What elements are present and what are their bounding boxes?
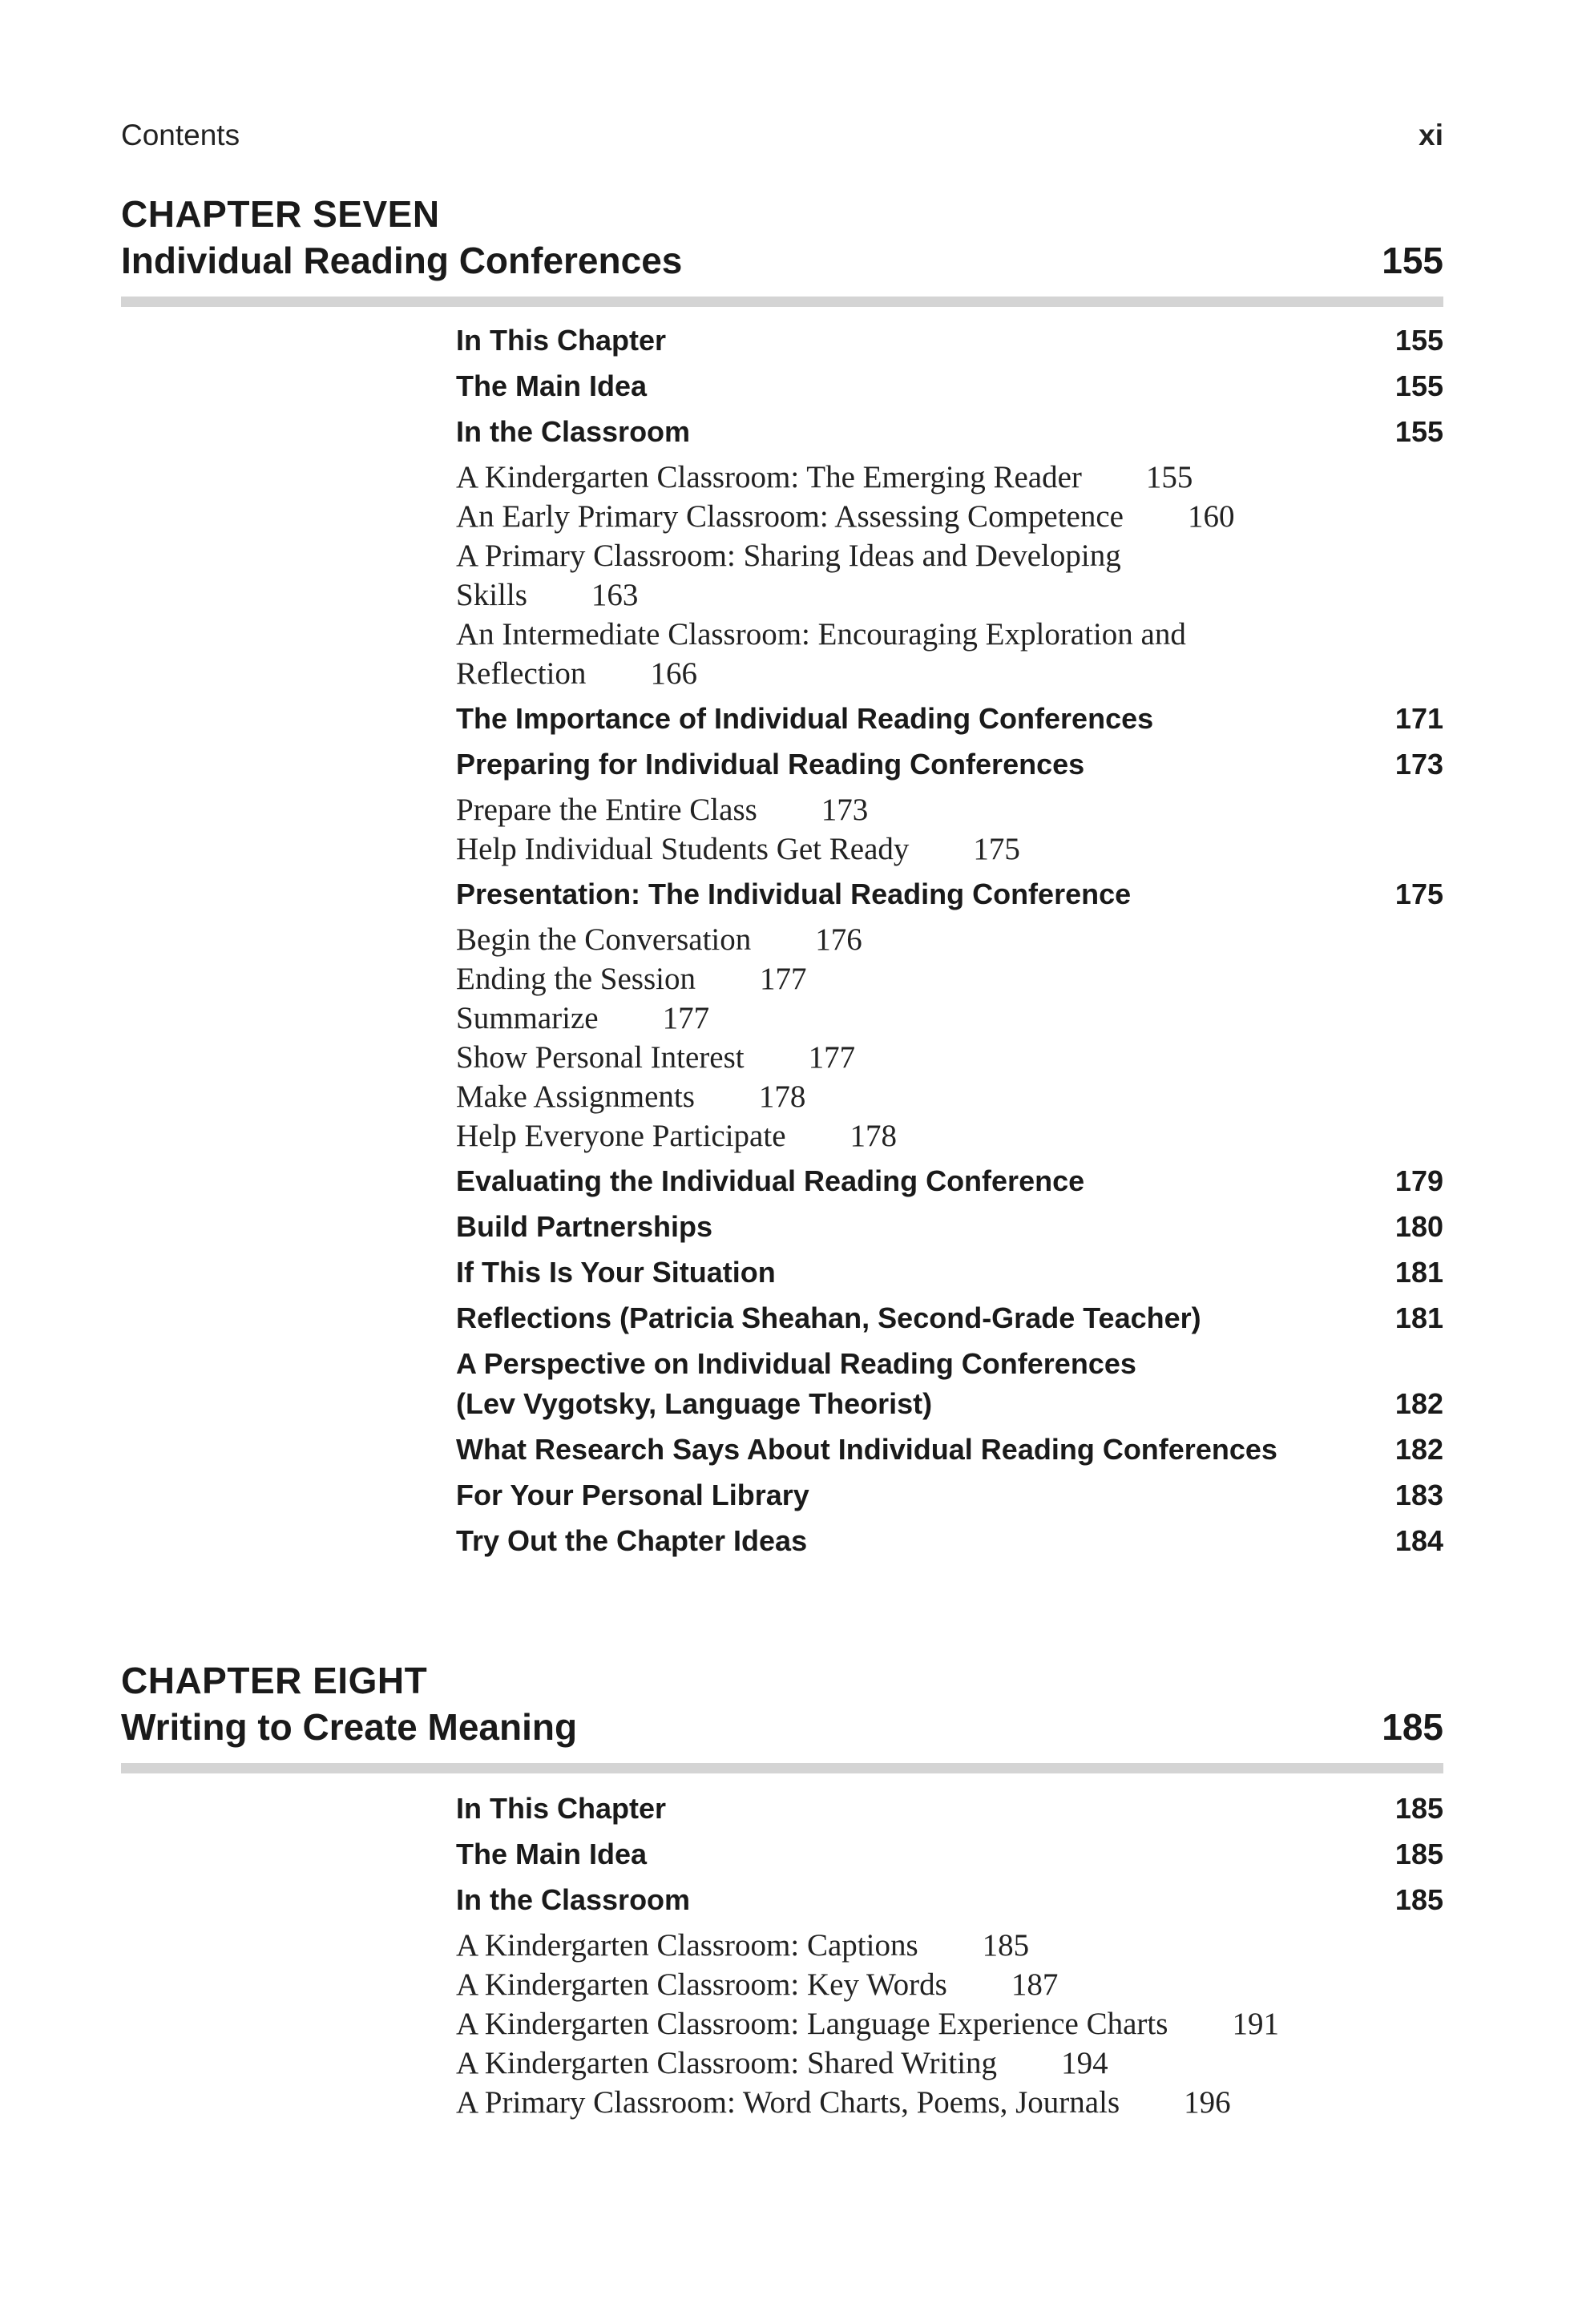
toc-entry[interactable] bbox=[456, 1253, 1443, 1293]
toc-entry-page: 185 bbox=[1394, 1883, 1443, 1916]
toc-subentry-page: 177 bbox=[808, 1040, 856, 1075]
toc-subentry-title-cont: Reflection bbox=[456, 656, 587, 691]
toc-entry[interactable] bbox=[456, 874, 1443, 914]
toc-subentries bbox=[456, 920, 1443, 1156]
toc-subentry[interactable] bbox=[456, 615, 1443, 693]
toc-subentry-title: Show Personal Interest bbox=[456, 1040, 745, 1075]
running-head bbox=[121, 119, 1443, 154]
toc-subentry-title: A Primary Classroom: Word Charts, Poems, Journals bbox=[456, 2085, 1120, 2120]
toc-entry-page: 175 bbox=[1394, 878, 1443, 910]
toc-entry-page: 155 bbox=[1394, 324, 1443, 357]
toc-subentries bbox=[456, 1926, 1443, 2122]
chapter-seven-header bbox=[121, 191, 1443, 307]
chapter-rule bbox=[121, 297, 1443, 307]
toc-subentry-page: 175 bbox=[973, 832, 1020, 866]
toc-subentry-page: 194 bbox=[1061, 2046, 1108, 2080]
toc-entry[interactable] bbox=[456, 1298, 1443, 1338]
toc-entry-page: 184 bbox=[1394, 1524, 1443, 1557]
chapter-rule bbox=[121, 1763, 1443, 1773]
toc-entry-title: The Main Idea bbox=[456, 1838, 648, 1870]
toc-subentry-page: 178 bbox=[758, 1079, 806, 1114]
toc-subentry-title: Summarize bbox=[456, 1001, 599, 1035]
toc-entry-title: In This Chapter bbox=[456, 1792, 667, 1825]
toc-entry-page: 179 bbox=[1394, 1164, 1443, 1197]
toc-subentry-page: 191 bbox=[1232, 2007, 1279, 2041]
toc-entry-title: In This Chapter bbox=[456, 324, 667, 357]
toc-subentry[interactable] bbox=[456, 497, 1443, 536]
toc-subentry-page: 185 bbox=[982, 1928, 1030, 1963]
toc-subentry-title: A Kindergarten Classroom: Shared Writing bbox=[456, 2046, 998, 2080]
toc-entry-page: 182 bbox=[1394, 1387, 1443, 1420]
toc-subentry-title: Make Assignments bbox=[456, 1079, 695, 1114]
toc-subentry-title: Help Individual Students Get Ready bbox=[456, 832, 910, 866]
toc-subentry-title: A Kindergarten Classroom: Language Experience Charts bbox=[456, 2007, 1168, 2041]
toc-subentry-title: A Primary Classroom: Sharing Ideas and Developing bbox=[456, 539, 1121, 573]
toc-entry-title: The Importance of Individual Reading Conferences bbox=[456, 702, 1154, 735]
chapter-title: Writing to Create Meaning bbox=[121, 1706, 578, 1748]
toc-subentry-page: 176 bbox=[815, 922, 862, 957]
toc-subentry[interactable] bbox=[456, 2044, 1443, 2083]
toc-subentry[interactable] bbox=[456, 536, 1443, 615]
toc-entry-page: 183 bbox=[1394, 1479, 1443, 1511]
toc-entry[interactable] bbox=[456, 744, 1443, 785]
toc-entry[interactable] bbox=[456, 1834, 1443, 1874]
chapter-eight-header bbox=[121, 1657, 1443, 1773]
toc-subentry[interactable] bbox=[456, 1077, 1443, 1116]
toc-entry-page: 182 bbox=[1394, 1433, 1443, 1466]
toc-subentry-page: 166 bbox=[650, 656, 697, 691]
running-head-section: Contents bbox=[121, 119, 240, 151]
toc-entry[interactable] bbox=[456, 1161, 1443, 1201]
toc-entry-title: Try Out the Chapter Ideas bbox=[456, 1524, 808, 1557]
toc-subentry-title: An Intermediate Classroom: Encouraging Exploration and bbox=[456, 617, 1186, 652]
toc-entry[interactable] bbox=[456, 366, 1443, 406]
toc-subentry-page: 177 bbox=[662, 1001, 710, 1035]
toc-subentry[interactable] bbox=[456, 999, 1443, 1038]
toc-subentry-page: 178 bbox=[850, 1119, 897, 1153]
toc-subentry-title: A Kindergarten Classroom: The Emerging Reader bbox=[456, 460, 1082, 494]
toc-entry[interactable] bbox=[456, 1521, 1443, 1561]
toc-entry-title: In the Classroom bbox=[456, 1883, 691, 1916]
toc-entry-title: In the Classroom bbox=[456, 415, 691, 448]
toc-subentry[interactable] bbox=[456, 790, 1443, 829]
toc-subentry-title: A Kindergarten Classroom: Captions bbox=[456, 1928, 918, 1963]
toc-subentry[interactable] bbox=[456, 829, 1443, 869]
chapter-label: CHAPTER EIGHT bbox=[121, 1660, 428, 1701]
toc-entry-title: A Perspective on Individual Reading Conferences bbox=[456, 1347, 1136, 1380]
toc-subentry-title: Begin the Conversation bbox=[456, 922, 752, 957]
toc-subentry[interactable] bbox=[456, 920, 1443, 959]
toc-subentry[interactable] bbox=[456, 1965, 1443, 2004]
toc-entry-page: 173 bbox=[1394, 748, 1443, 781]
chapter-seven-entries bbox=[456, 321, 1443, 1561]
chapter-title: Individual Reading Conferences bbox=[121, 240, 683, 281]
toc-entry-title: Preparing for Individual Reading Conferences bbox=[456, 748, 1085, 781]
toc-subentry-page: 163 bbox=[591, 578, 639, 612]
toc-subentry-page: 187 bbox=[1011, 1967, 1059, 2002]
toc-subentry[interactable] bbox=[456, 458, 1443, 497]
toc-subentry-page: 160 bbox=[1187, 499, 1235, 534]
toc-entry-title: Reflections (Patricia Sheahan, Second-Grade Teacher) bbox=[456, 1301, 1201, 1334]
toc-entry[interactable] bbox=[456, 699, 1443, 739]
toc-subentry[interactable] bbox=[456, 1038, 1443, 1077]
toc-subentries bbox=[456, 458, 1443, 693]
chapter-eight-entries bbox=[456, 1789, 1443, 2124]
toc-entry[interactable] bbox=[456, 1430, 1443, 1470]
toc-subentry[interactable] bbox=[456, 2004, 1443, 2044]
toc-entry[interactable] bbox=[456, 321, 1443, 361]
toc-entry-title-cont: (Lev Vygotsky, Language Theorist) bbox=[456, 1387, 933, 1420]
toc-entry[interactable] bbox=[456, 1789, 1443, 1829]
toc-subentry-page: 177 bbox=[760, 962, 807, 996]
toc-entry-title: What Research Says About Individual Reading Conferences bbox=[456, 1433, 1277, 1466]
toc-subentry-page: 155 bbox=[1145, 460, 1193, 494]
toc-subentry[interactable] bbox=[456, 959, 1443, 999]
toc-entry-title: If This Is Your Situation bbox=[456, 1256, 776, 1289]
toc-entry-title: Presentation: The Individual Reading Conference bbox=[456, 878, 1132, 910]
toc-entry-title: For Your Personal Library bbox=[456, 1479, 809, 1511]
toc-entry[interactable] bbox=[456, 1475, 1443, 1515]
toc-entry-page: 185 bbox=[1394, 1838, 1443, 1870]
toc-entry[interactable] bbox=[456, 412, 1443, 452]
toc-subentry[interactable] bbox=[456, 2083, 1443, 2122]
toc-entry[interactable] bbox=[456, 1207, 1443, 1247]
toc-entry-title: Build Partnerships bbox=[456, 1210, 713, 1243]
toc-subentry[interactable] bbox=[456, 1116, 1443, 1156]
toc-entry-page: 171 bbox=[1394, 702, 1443, 735]
toc-subentry[interactable] bbox=[456, 1926, 1443, 1965]
toc-subentry-page: 196 bbox=[1184, 2085, 1231, 2120]
toc-subentry-page: 173 bbox=[821, 793, 869, 827]
toc-entry-title: The Main Idea bbox=[456, 369, 648, 402]
toc-subentry-title: A Kindergarten Classroom: Key Words bbox=[456, 1967, 947, 2002]
toc-entry-page: 185 bbox=[1394, 1792, 1443, 1825]
toc-entry-page: 180 bbox=[1394, 1210, 1443, 1243]
toc-subentry-title: Help Everyone Participate bbox=[456, 1119, 786, 1153]
chapter-page: 155 bbox=[1382, 240, 1443, 281]
toc-subentry-title: Ending the Session bbox=[456, 962, 696, 996]
toc-subentry-title-cont: Skills bbox=[456, 578, 527, 612]
chapter-page: 185 bbox=[1382, 1706, 1443, 1748]
toc-entry-page: 155 bbox=[1394, 415, 1443, 448]
toc-entry-page: 155 bbox=[1394, 369, 1443, 402]
chapter-title-row[interactable] bbox=[121, 237, 1443, 284]
toc-entry-page: 181 bbox=[1394, 1256, 1443, 1289]
toc-entry[interactable] bbox=[456, 1344, 1443, 1424]
chapter-label: CHAPTER SEVEN bbox=[121, 193, 440, 235]
toc-entry[interactable] bbox=[456, 1880, 1443, 1920]
toc-entry-page: 181 bbox=[1394, 1301, 1443, 1334]
running-head-page-number: xi bbox=[1419, 119, 1443, 151]
toc-subentries bbox=[456, 790, 1443, 869]
toc-subentry-title: An Early Primary Classroom: Assessing Competence bbox=[456, 499, 1124, 534]
toc-subentry-title: Prepare the Entire Class bbox=[456, 793, 757, 827]
chapter-title-row[interactable] bbox=[121, 1704, 1443, 1750]
toc-entry-title: Evaluating the Individual Reading Conference bbox=[456, 1164, 1085, 1197]
